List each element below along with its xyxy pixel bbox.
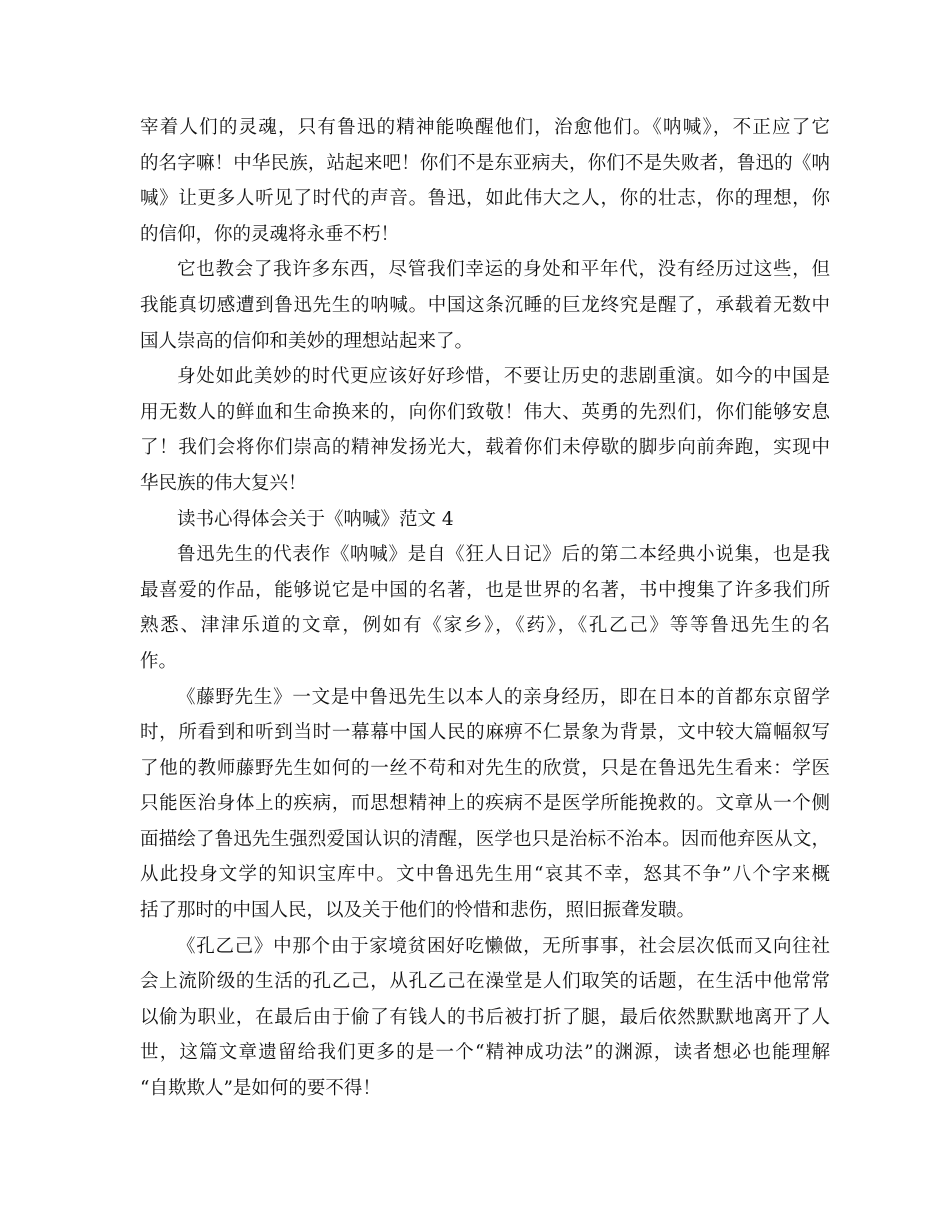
text-line: 的信仰，你的灵魂将永垂不朽！ [140, 223, 400, 245]
paragraph [140, 359, 830, 501]
text-line: 从此投身文学的知识宝库中。文中鲁迅先生用“哀其不幸，怒其不争”八个字来概 [140, 864, 830, 886]
section-heading: 读书心得体会关于《呐喊》范文 4 [177, 508, 454, 530]
text-line: 身处如此美妙的时代更应该好好珍惜，不要让历史的悲剧重演。如今的中国是 [177, 366, 830, 388]
text-line: 《藤野先生》一文是中鲁迅先生以本人的亲身经历，即在日本的首都东京留学 [177, 686, 830, 708]
text-line: 时，所看到和听到当时一幕幕中国人民的麻痹不仁景象为背景，文中较大篇幅叙写 [140, 722, 830, 744]
text-line: 括了那时的中国人民，以及关于他们的怜惜和悲伤，照旧振聋发聩。 [140, 900, 696, 922]
text-line: 只能医治身体上的疾病，而思想精神上的疾病不是医学所能挽救的。文章从一个侧 [140, 793, 830, 815]
text-line: 喊》让更多人听见了时代的声音。鲁迅，如此伟大之人，你的壮志，你的理想，你 [140, 188, 830, 210]
paragraph [140, 252, 830, 359]
paragraph [140, 110, 830, 252]
paragraph [140, 680, 830, 929]
text-line: 作。 [140, 650, 178, 672]
text-line: 会上流阶级的生活的孔乙己，从孔乙己在澡堂是人们取笑的话题，在生活中他常常 [140, 971, 830, 993]
text-line: 用无数人的鲜血和生命换来的，向你们致敬！伟大、英勇的先烈们，你们能够安息 [140, 401, 830, 423]
paragraph [140, 929, 830, 1107]
text-line: 世，这篇文章遗留给我们更多的是一个“精神成功法”的渊源，读者想必也能理解 [140, 1042, 830, 1064]
text-line: 了他的教师藤野先生如何的一丝不苟和对先生的欣赏，只是在鲁迅先生看来：学医 [140, 757, 830, 779]
text-line: 熟悉、津津乐道的文章，例如有《家乡》，《药》，《孔乙己》等等鲁迅先生的名 [140, 615, 830, 637]
paragraph [140, 537, 830, 679]
document-body [140, 110, 830, 1107]
text-line: 它也教会了我许多东西，尽管我们幸运的身处和平年代，没有经历过这些，但 [177, 259, 830, 281]
text-line: 鲁迅先生的代表作《呐喊》是自《狂人日记》后的第二本经典小说集，也是我 [177, 544, 830, 566]
text-line: 国人崇高的信仰和美妙的理想站起来了。 [140, 330, 474, 352]
text-line: 以偷为职业，在最后由于偷了有钱人的书后被打折了腿，最后依然默默地离开了人 [140, 1006, 830, 1028]
text-line: 《孔乙己》中那个由于家境贫困好吃懒做，无所事事，社会层次低而又向往社 [177, 935, 830, 957]
text-line: 宰着人们的灵魂，只有鲁迅的精神能唤醒他们，治愈他们。《呐喊》，不正应了它 [140, 117, 830, 138]
text-line: 最喜爱的作品，能够说它是中国的名著，也是世界的名著，书中搜集了许多我们所 [140, 579, 830, 601]
text-line: 了！我们会将你们崇高的精神发扬光大，载着你们未停歇的脚步向前奔跑，实现中 [140, 437, 830, 459]
text-line: 的名字嘛！中华民族，站起来吧！你们不是东亚病夫，你们不是失败者，鲁迅的《呐 [140, 152, 830, 174]
text-line: 我能真切感遭到鲁迅先生的呐喊。中国这条沉睡的巨龙终究是醒了，承载着无数中 [140, 294, 830, 316]
text-line: “自欺欺人”是如何的要不得！ [140, 1078, 381, 1100]
text-line: 华民族的伟大复兴！ [140, 472, 307, 494]
text-line: 面描绘了鲁迅先生强烈爱国认识的清醒，医学也只是治标不治本。因而他弃医从文， [140, 828, 830, 850]
